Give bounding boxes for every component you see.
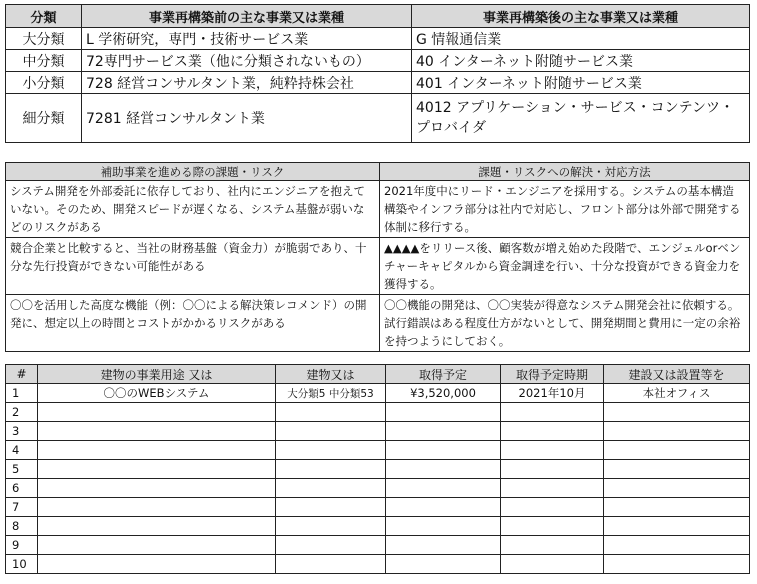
type-cell[interactable] bbox=[276, 555, 386, 574]
category-cell[interactable]: 大分類 bbox=[6, 28, 82, 50]
row-number-cell: 7 bbox=[6, 498, 38, 517]
type-cell[interactable] bbox=[276, 403, 386, 422]
table-row bbox=[6, 441, 750, 460]
table-header-row bbox=[6, 163, 750, 181]
header-period: 取得予定時期 bbox=[501, 365, 604, 384]
table-row bbox=[6, 384, 750, 403]
type-cell[interactable] bbox=[276, 441, 386, 460]
after-cell[interactable]: 4012 アプリケーション・サービス・コンテンツ・プロバイダ bbox=[412, 94, 750, 143]
after-cell[interactable]: 401 インターネット附随サービス業 bbox=[412, 72, 750, 94]
row-number-cell: 2 bbox=[6, 403, 38, 422]
table-row bbox=[6, 460, 750, 479]
use-cell[interactable]: 〇〇のWEBシステム bbox=[38, 384, 276, 403]
price-cell[interactable] bbox=[386, 479, 501, 498]
table-row bbox=[6, 536, 750, 555]
type-cell[interactable] bbox=[276, 422, 386, 441]
price-cell[interactable] bbox=[386, 422, 501, 441]
price-cell[interactable]: ¥3,520,000 bbox=[386, 384, 501, 403]
place-cell[interactable]: 本社オフィス bbox=[604, 384, 750, 403]
header-number: # bbox=[6, 365, 38, 384]
period-cell[interactable] bbox=[501, 460, 604, 479]
row-number-cell: 8 bbox=[6, 517, 38, 536]
period-cell[interactable] bbox=[501, 479, 604, 498]
header-after: 事業再構築後の主な事業又は業種 bbox=[412, 5, 750, 28]
header-issue: 補助事業を進める際の課題・リスク bbox=[6, 163, 380, 181]
table-row bbox=[6, 403, 750, 422]
asset-table bbox=[5, 364, 750, 574]
category-cell[interactable]: 中分類 bbox=[6, 50, 82, 72]
type-cell[interactable] bbox=[276, 536, 386, 555]
price-cell[interactable] bbox=[386, 403, 501, 422]
table-row bbox=[6, 479, 750, 498]
use-cell[interactable] bbox=[38, 555, 276, 574]
use-cell[interactable] bbox=[38, 422, 276, 441]
before-cell[interactable]: 7281 経営コンサルタント業 bbox=[82, 94, 412, 143]
use-cell[interactable] bbox=[38, 536, 276, 555]
row-number-cell: 3 bbox=[6, 422, 38, 441]
table-row bbox=[6, 72, 750, 94]
price-cell[interactable] bbox=[386, 460, 501, 479]
place-cell[interactable] bbox=[604, 536, 750, 555]
row-number-cell: 10 bbox=[6, 555, 38, 574]
place-cell[interactable] bbox=[604, 517, 750, 536]
type-cell[interactable] bbox=[276, 460, 386, 479]
category-cell[interactable]: 小分類 bbox=[6, 72, 82, 94]
header-price: 取得予定 bbox=[386, 365, 501, 384]
row-number-cell: 9 bbox=[6, 536, 38, 555]
table-header-row bbox=[6, 365, 750, 384]
period-cell[interactable] bbox=[501, 422, 604, 441]
period-cell[interactable]: 2021年10月 bbox=[501, 384, 604, 403]
table-row bbox=[6, 517, 750, 536]
issue-cell[interactable]: 〇〇を活用した高度な機能（例：〇〇による解決策レコメンド）の開発に、想定以上の時間とコストがかかるリスクがある bbox=[6, 295, 380, 352]
header-before: 事業再構築前の主な事業又は業種 bbox=[82, 5, 412, 28]
period-cell[interactable] bbox=[501, 536, 604, 555]
use-cell[interactable] bbox=[38, 479, 276, 498]
place-cell[interactable] bbox=[604, 460, 750, 479]
period-cell[interactable] bbox=[501, 517, 604, 536]
row-number-cell: 5 bbox=[6, 460, 38, 479]
category-cell[interactable]: 細分類 bbox=[6, 94, 82, 143]
before-cell[interactable]: L 学術研究，専門・技術サービス業 bbox=[82, 28, 412, 50]
table-row bbox=[6, 238, 750, 295]
business-classification-table bbox=[5, 4, 750, 143]
price-cell[interactable] bbox=[386, 555, 501, 574]
solution-cell[interactable]: 2021年度中にリード・エンジニアを採用する。システムの基本構造構築やインフラ部分は社内で対応し、フロント部分は外部で開発する体制に移行する。 bbox=[380, 181, 750, 238]
row-number-cell: 6 bbox=[6, 479, 38, 498]
type-cell[interactable] bbox=[276, 517, 386, 536]
before-cell[interactable]: 72専門サービス業（他に分類されないもの） bbox=[82, 50, 412, 72]
price-cell[interactable] bbox=[386, 517, 501, 536]
row-number-cell: 1 bbox=[6, 384, 38, 403]
period-cell[interactable] bbox=[501, 441, 604, 460]
solution-cell[interactable]: 〇〇機能の開発は、〇〇実装が得意なシステム開発会社に依頼する。試行錯誤はある程度仕方がないとして、開発期間と費用に一定の余裕を持つようにしておく。 bbox=[380, 295, 750, 352]
table-row bbox=[6, 498, 750, 517]
header-place: 建設又は設置等を bbox=[604, 365, 750, 384]
header-solution: 課題・リスクへの解決・対応方法 bbox=[380, 163, 750, 181]
risk-table bbox=[5, 162, 750, 352]
table-row bbox=[6, 94, 750, 143]
header-category: 分類 bbox=[6, 5, 82, 28]
place-cell[interactable] bbox=[604, 555, 750, 574]
header-type: 建物又は bbox=[276, 365, 386, 384]
price-cell[interactable] bbox=[386, 498, 501, 517]
row-number-cell: 4 bbox=[6, 441, 38, 460]
table-row bbox=[6, 555, 750, 574]
place-cell[interactable] bbox=[604, 498, 750, 517]
place-cell[interactable] bbox=[604, 441, 750, 460]
type-cell[interactable]: 大分類5 中分類53 bbox=[276, 384, 386, 403]
period-cell[interactable] bbox=[501, 498, 604, 517]
issue-cell[interactable]: 競合企業と比較すると、当社の財務基盤（資金力）が脆弱であり、十分な先行投資ができない可能性がある bbox=[6, 238, 380, 295]
use-cell[interactable] bbox=[38, 403, 276, 422]
use-cell[interactable] bbox=[38, 498, 276, 517]
after-cell[interactable]: G 情報通信業 bbox=[412, 28, 750, 50]
table-row bbox=[6, 50, 750, 72]
after-cell[interactable]: 40 インターネット附随サービス業 bbox=[412, 50, 750, 72]
issue-cell[interactable]: システム開発を外部委託に依存しており、社内にエンジニアを抱えていない。そのため、開発スピードが遅くなる、システム基盤が弱いなどのリスクがある bbox=[6, 181, 380, 238]
table-row bbox=[6, 181, 750, 238]
table-row bbox=[6, 422, 750, 441]
type-cell[interactable] bbox=[276, 498, 386, 517]
use-cell[interactable] bbox=[38, 517, 276, 536]
type-cell[interactable] bbox=[276, 479, 386, 498]
price-cell[interactable] bbox=[386, 441, 501, 460]
place-cell[interactable] bbox=[604, 422, 750, 441]
place-cell[interactable] bbox=[604, 479, 750, 498]
price-cell[interactable] bbox=[386, 536, 501, 555]
table-header-row bbox=[6, 5, 750, 28]
use-cell[interactable] bbox=[38, 460, 276, 479]
solution-cell[interactable]: ▲▲▲▲をリリース後、顧客数が増え始めた段階で、エンジェルorベンチャーキャピタルから資金調達を行い、十分な投資ができる資金力を獲得する。 bbox=[380, 238, 750, 295]
place-cell[interactable] bbox=[604, 403, 750, 422]
use-cell[interactable] bbox=[38, 441, 276, 460]
period-cell[interactable] bbox=[501, 403, 604, 422]
header-use: 建物の事業用途 又は bbox=[38, 365, 276, 384]
table-row bbox=[6, 295, 750, 352]
period-cell[interactable] bbox=[501, 555, 604, 574]
table-row bbox=[6, 28, 750, 50]
before-cell[interactable]: 728 経営コンサルタント業，純粋持株会社 bbox=[82, 72, 412, 94]
